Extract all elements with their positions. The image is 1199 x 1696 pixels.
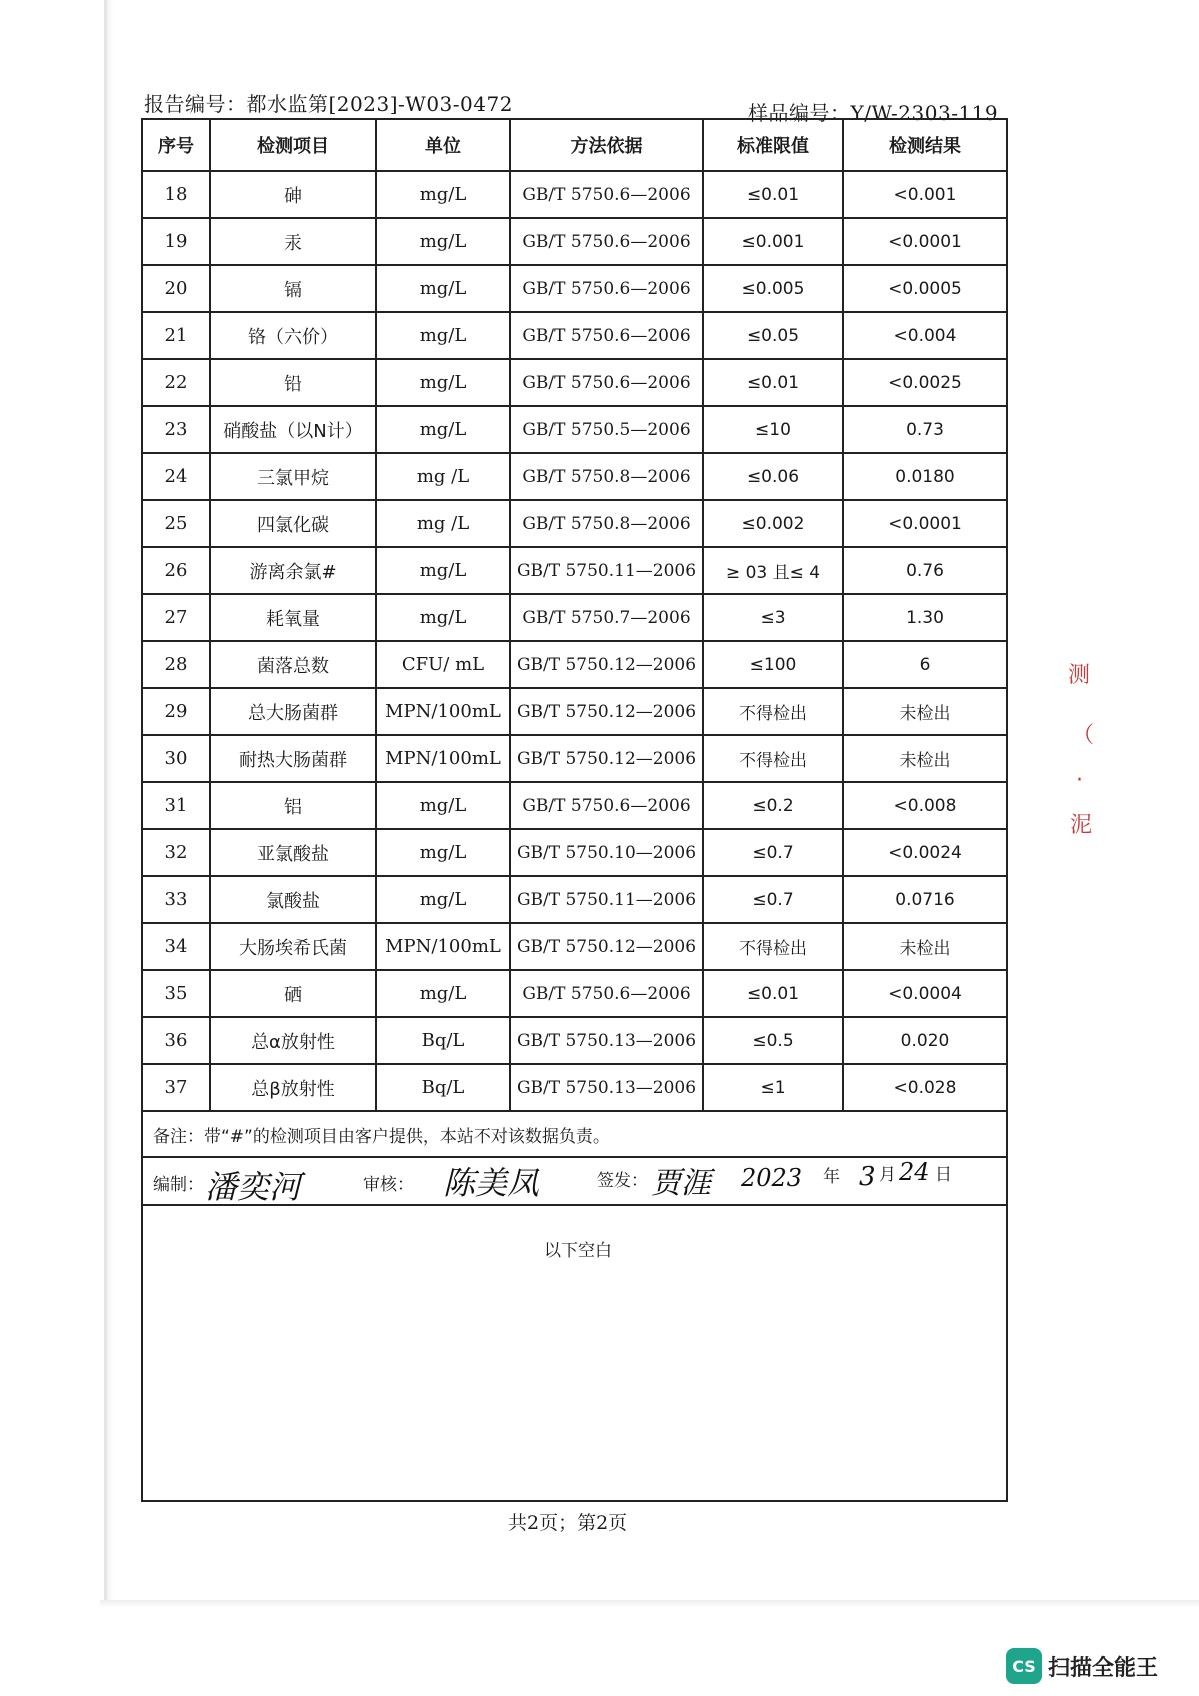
row-method: GB/T 5750.8—2006 — [510, 453, 703, 500]
row-limit: ≤0.01 — [703, 359, 843, 406]
table-row — [142, 594, 1007, 641]
row-limit: ≤0.05 — [703, 312, 843, 359]
table-row — [142, 829, 1007, 876]
row-unit: mg/L — [376, 265, 510, 312]
row-method: GB/T 5750.6—2006 — [510, 171, 703, 218]
row-no: 27 — [142, 594, 210, 641]
note-row — [142, 1111, 1007, 1157]
date-year: 2023 — [741, 1164, 803, 1192]
row-unit: Bq/L — [376, 1017, 510, 1064]
row-method: GB/T 5750.5—2006 — [510, 406, 703, 453]
row-limit: ≤100 — [703, 641, 843, 688]
date-day: 24 — [899, 1158, 930, 1186]
row-item: 镉 — [210, 265, 376, 312]
row-no: 26 — [142, 547, 210, 594]
row-no: 29 — [142, 688, 210, 735]
row-limit: ≤0.002 — [703, 500, 843, 547]
row-limit: ≤0.01 — [703, 970, 843, 1017]
row-method: GB/T 5750.11—2006 — [510, 547, 703, 594]
row-no: 31 — [142, 782, 210, 829]
row-method: GB/T 5750.7—2006 — [510, 594, 703, 641]
row-item: 硒 — [210, 970, 376, 1017]
table-row — [142, 923, 1007, 970]
row-unit: mg /L — [376, 500, 510, 547]
table-body — [142, 171, 1007, 1111]
row-limit: ≤0.01 — [703, 171, 843, 218]
col-header-method: 方法依据 — [510, 119, 703, 171]
row-unit: mg/L — [376, 876, 510, 923]
row-method: GB/T 5750.6—2006 — [510, 218, 703, 265]
row-limit: ≤0.005 — [703, 265, 843, 312]
compiler-label: 编制： — [153, 1175, 204, 1195]
sample-number: 样品编号：Y/W-2303-119 — [748, 101, 999, 125]
test-results-table — [141, 118, 1008, 1502]
col-header-unit: 单位 — [376, 119, 510, 171]
table-row — [142, 453, 1007, 500]
table-row — [142, 406, 1007, 453]
row-method: GB/T 5750.12—2006 — [510, 735, 703, 782]
table-header-row — [142, 119, 1007, 171]
row-limit: 不得检出 — [703, 735, 843, 782]
row-result: <0.0004 — [843, 970, 1007, 1017]
row-method: GB/T 5750.11—2006 — [510, 876, 703, 923]
row-no: 22 — [142, 359, 210, 406]
row-item: 总β放射性 — [210, 1064, 376, 1111]
row-method: GB/T 5750.12—2006 — [510, 688, 703, 735]
row-method: GB/T 5750.6—2006 — [510, 782, 703, 829]
row-no: 37 — [142, 1064, 210, 1111]
signature-box — [153, 1158, 1006, 1204]
row-unit: MPN/100mL — [376, 923, 510, 970]
row-item: 总α放射性 — [210, 1017, 376, 1064]
approver-label: 签发： — [597, 1171, 648, 1191]
row-unit: mg/L — [376, 594, 510, 641]
col-header-no: 序号 — [142, 119, 210, 171]
row-unit: mg/L — [376, 782, 510, 829]
row-item: 铅 — [210, 359, 376, 406]
remark-text: 备注：带“#”的检测项目由客户提供，本站不对该数据负责。 — [142, 1111, 1007, 1157]
table-row — [142, 688, 1007, 735]
row-unit: mg/L — [376, 359, 510, 406]
row-item: 菌落总数 — [210, 641, 376, 688]
row-unit: mg/L — [376, 171, 510, 218]
table-row — [142, 359, 1007, 406]
row-result: 0.76 — [843, 547, 1007, 594]
row-item: 大肠埃希氏菌 — [210, 923, 376, 970]
row-item: 汞 — [210, 218, 376, 265]
signature-row — [142, 1157, 1007, 1205]
row-method: GB/T 5750.6—2006 — [510, 265, 703, 312]
row-item: 四氯化碳 — [210, 500, 376, 547]
row-result: 1.30 — [843, 594, 1007, 641]
row-result: 6 — [843, 641, 1007, 688]
row-item: 氯酸盐 — [210, 876, 376, 923]
row-method: GB/T 5750.6—2006 — [510, 359, 703, 406]
row-limit: ≤1 — [703, 1064, 843, 1111]
row-unit: mg/L — [376, 547, 510, 594]
row-result: 0.0180 — [843, 453, 1007, 500]
row-result: <0.028 — [843, 1064, 1007, 1111]
row-no: 20 — [142, 265, 210, 312]
row-limit: ≤0.7 — [703, 876, 843, 923]
row-limit: ≤3 — [703, 594, 843, 641]
row-method: GB/T 5750.13—2006 — [510, 1064, 703, 1111]
table-row — [142, 547, 1007, 594]
row-unit: MPN/100mL — [376, 735, 510, 782]
col-header-limit: 标准限值 — [703, 119, 843, 171]
row-no: 21 — [142, 312, 210, 359]
row-result: 未检出 — [843, 688, 1007, 735]
page-number: 共2页；第2页 — [508, 1512, 628, 1534]
row-unit: Bq/L — [376, 1064, 510, 1111]
table-row — [142, 265, 1007, 312]
row-no: 23 — [142, 406, 210, 453]
row-result: <0.008 — [843, 782, 1007, 829]
row-unit: mg/L — [376, 829, 510, 876]
row-method: GB/T 5750.13—2006 — [510, 1017, 703, 1064]
row-item: 耗氧量 — [210, 594, 376, 641]
row-item: 砷 — [210, 171, 376, 218]
table-row — [142, 782, 1007, 829]
row-result: <0.004 — [843, 312, 1007, 359]
row-limit: ≤0.7 — [703, 829, 843, 876]
table-row — [142, 171, 1007, 218]
row-method: GB/T 5750.6—2006 — [510, 970, 703, 1017]
row-unit: CFU/ mL — [376, 641, 510, 688]
row-result: 0.020 — [843, 1017, 1007, 1064]
col-header-result: 检测结果 — [843, 119, 1007, 171]
table-row — [142, 1017, 1007, 1064]
signature-cell — [142, 1157, 1007, 1205]
table-row — [142, 500, 1007, 547]
row-no: 19 — [142, 218, 210, 265]
row-result: 0.0716 — [843, 876, 1007, 923]
row-result: 未检出 — [843, 923, 1007, 970]
row-method: GB/T 5750.12—2006 — [510, 923, 703, 970]
date-month: 3 — [859, 1162, 876, 1192]
row-unit: MPN/100mL — [376, 688, 510, 735]
row-unit: mg/L — [376, 970, 510, 1017]
row-limit: ≤10 — [703, 406, 843, 453]
row-item: 耐热大肠菌群 — [210, 735, 376, 782]
day-label: 日 — [935, 1165, 952, 1185]
table-row — [142, 1064, 1007, 1111]
row-item: 铝 — [210, 782, 376, 829]
stamp-char: 测 — [1068, 663, 1091, 688]
scanner-app-name: 扫描全能王 — [1048, 1655, 1159, 1681]
stamp-char: · — [1076, 768, 1083, 793]
row-no: 28 — [142, 641, 210, 688]
scanner-watermark — [1006, 1648, 1158, 1684]
row-method: GB/T 5750.6—2006 — [510, 312, 703, 359]
row-method: GB/T 5750.10—2006 — [510, 829, 703, 876]
row-item: 铬（六价） — [210, 312, 376, 359]
row-result: <0.0024 — [843, 829, 1007, 876]
row-no: 36 — [142, 1017, 210, 1064]
col-header-item: 检测项目 — [210, 119, 376, 171]
reviewer-signature: 陈美凤 — [443, 1164, 540, 1202]
row-no: 33 — [142, 876, 210, 923]
row-unit: mg/L — [376, 312, 510, 359]
row-method: GB/T 5750.8—2006 — [510, 500, 703, 547]
row-result: <0.0001 — [843, 218, 1007, 265]
table-row — [142, 735, 1007, 782]
paper-bottom-edge — [100, 1600, 1199, 1608]
row-limit: ≤0.5 — [703, 1017, 843, 1064]
row-item: 总大肠菌群 — [210, 688, 376, 735]
table-row — [142, 218, 1007, 265]
table-row — [142, 970, 1007, 1017]
table-row — [142, 876, 1007, 923]
stamp-char: 泥 — [1070, 813, 1093, 838]
row-no: 24 — [142, 453, 210, 500]
row-limit: ≤0.001 — [703, 218, 843, 265]
blank-below-mark: 以下空白 — [544, 1241, 612, 1261]
row-no: 30 — [142, 735, 210, 782]
row-item: 三氯甲烷 — [210, 453, 376, 500]
row-unit: mg /L — [376, 453, 510, 500]
row-limit: 不得检出 — [703, 688, 843, 735]
row-result: 0.73 — [843, 406, 1007, 453]
row-no: 35 — [142, 970, 210, 1017]
reviewer-label: 审核： — [363, 1175, 414, 1195]
row-result: <0.001 — [843, 171, 1007, 218]
row-limit: ≤0.06 — [703, 453, 843, 500]
row-no: 32 — [142, 829, 210, 876]
row-result: 未检出 — [843, 735, 1007, 782]
row-unit: mg/L — [376, 406, 510, 453]
red-seal-stamp — [1062, 658, 1102, 868]
month-label: 月 — [879, 1165, 896, 1185]
row-no: 18 — [142, 171, 210, 218]
compiler-signature: 潘奕河 — [205, 1168, 302, 1205]
stamp-char: （ — [1072, 723, 1095, 748]
row-item: 亚氯酸盐 — [210, 829, 376, 876]
table-row — [142, 641, 1007, 688]
row-no: 25 — [142, 500, 210, 547]
row-item: 硝酸盐（以N计） — [210, 406, 376, 453]
approver-signature: 贾涯 — [651, 1166, 711, 1201]
row-method: GB/T 5750.12—2006 — [510, 641, 703, 688]
row-result: <0.0005 — [843, 265, 1007, 312]
row-unit: mg/L — [376, 218, 510, 265]
cs-logo-icon: CS — [1006, 1648, 1042, 1684]
row-limit: 不得检出 — [703, 923, 843, 970]
row-no: 34 — [142, 923, 210, 970]
year-label: 年 — [823, 1167, 840, 1187]
report-number: 报告编号：都水监第[2023]-W03-0472 — [144, 92, 513, 116]
row-limit: ≤0.2 — [703, 782, 843, 829]
row-item: 游离余氯# — [210, 547, 376, 594]
row-result: <0.0001 — [843, 500, 1007, 547]
table-row — [142, 312, 1007, 359]
row-limit: ≥ 03 且≤ 4 — [703, 547, 843, 594]
row-result: <0.0025 — [843, 359, 1007, 406]
